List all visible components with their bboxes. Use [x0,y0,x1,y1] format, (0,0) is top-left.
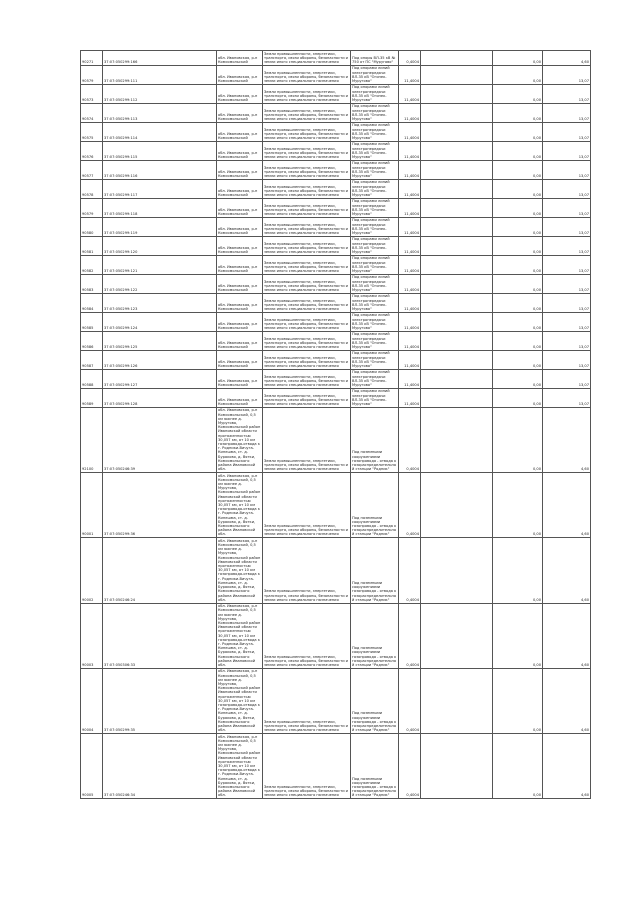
cell-value [421,122,493,141]
table-row [81,388,591,407]
table-row [81,255,591,274]
cell-land-category: Земли промышленности, энергетики, транспорта, связи обороны, безопасности и земли иного специального назначения [263,217,351,236]
cell-rate: 0,00 [493,217,543,236]
cell-rate: 0,00 [493,369,543,388]
cell-value [421,236,493,255]
cell-sum: 13,07 [543,312,591,331]
table-row [81,293,591,312]
cell-land-category: Земли промышленности, энергетики, транспорта, связи обороны, безопасности и земли иного специального назначения [263,103,351,122]
cell-value [421,668,493,733]
cell-land-category: Земли промышленности, энергетики, транспорта, связи обороны, безопасности и земли иного специального назначения [263,369,351,388]
cell-land-category: Земли промышленности, энергетики, транспорта, связи обороны, безопасности и земли иного специального назначения [263,473,351,538]
cell-land-category: Земли промышленности, энергетики, транспорта, связи обороны, безопасности и земли иного специального назначения [263,122,351,141]
cell-land-category: Земли промышленности, энергетики, транспорта, связи обороны, безопасности и земли иного специального назначения [263,331,351,350]
cell-rate: 0,00 [493,179,543,198]
cell-index: 90576 [81,141,103,160]
cell-rate: 0,00 [493,255,543,274]
table-body [81,51,591,799]
cell-address: обл. Ивановская, р-н Комсомольский, 0,5 км южнее д. Муругово, Комсомольский район Ивановской области протяженностью 30,057 км, от 10 км газопровода-отвода к г. Родники-Вичуга-Кинешма, ст. д. Бураково, д. Вятки, Комсомольского района Ивановской обл. [217,603,263,668]
cell-index: 90579 [81,198,103,217]
cell-cadastral-number: 37:07:050299:35 [103,668,217,733]
cell-address: обл. Ивановская, р-н Комсомольский [217,255,263,274]
cell-land-category: Земли промышленности, энергетики, транспорта, связи обороны, безопасности и земли иного специального назначения [263,179,351,198]
cell-coefficient: 11,4004 [399,141,421,160]
cell-value [421,198,493,217]
table-row [81,668,591,733]
cell-land-category: Земли промышленности, энергетики, транспорта, связи обороны, безопасности и земли иного специального назначения [263,84,351,103]
cell-permitted-use: Под опорами линий электропередачи ВЛ-35 кВ "Огонек-Муругово" [351,141,399,160]
cell-address: обл. Ивановская, р-н Комсомольский [217,141,263,160]
cell-value [421,274,493,293]
cell-land-category: Земли промышленности, энергетики, транспорта, связи обороны, безопасности и земли иного специального назначения [263,293,351,312]
table-row [81,733,591,798]
cell-permitted-use: Под опорами линий электропередачи ВЛ-35 кВ "Огонек-Муругово" [351,388,399,407]
cell-value [421,733,493,798]
cell-rate: 0,00 [493,160,543,179]
cell-value [421,217,493,236]
cell-sum: 13,07 [543,293,591,312]
cell-address: обл. Ивановская, р-н Комсомольский, 0,5 км южнее д. Муругово, Комсомольский район Ивановской области протяженностью 30,057 км, от 10 км газопровода-отвода к г. Родники-Вичуга-Кинешма, ст. д. Бураково, д. Вятки, Комсомольского района Ивановской обл. [217,473,263,538]
cell-permitted-use: Под наземными сооружениями газопровода - отвода к газораспределительной станции "Родник" [351,733,399,798]
cell-permitted-use: Под наземными сооружениями газопровода - отвода к газораспределительной станции "Родник" [351,538,399,603]
cell-cadastral-number: 37:07:050299:112 [103,84,217,103]
cell-cadastral-number: 37:07:050299:126 [103,350,217,369]
table-row [81,473,591,538]
cell-permitted-use: Под опорами линий электропередачи ВЛ-35 кВ "Огонек-Муругово" [351,65,399,84]
cell-value [421,65,493,84]
cell-cadastral-number: 37:07:050299:119 [103,217,217,236]
cell-address: обл. Ивановская, р-н Комсомольский [217,51,263,66]
cell-index: 90580 [81,217,103,236]
cell-cadastral-number: 37:07:050299:128 [103,388,217,407]
cell-coefficient: 11,4004 [399,331,421,350]
table-row [81,331,591,350]
cell-sum: 13,07 [543,388,591,407]
cell-sum: 4,60 [543,538,591,603]
cell-address: обл. Ивановская, р-н Комсомольский [217,312,263,331]
cell-sum: 13,07 [543,122,591,141]
cell-cadastral-number: 37:07:050299:116 [103,160,217,179]
cell-coefficient: 0,4004 [399,473,421,538]
cell-index: 90577 [81,160,103,179]
cell-value [421,473,493,538]
cell-permitted-use: Под опорами линий электропередачи ВЛ-35 кВ "Огонек-Муругово" [351,236,399,255]
cell-rate: 0,00 [493,668,543,733]
cell-cadastral-number: 37:07:050246:24 [103,538,217,603]
cell-sum: 13,07 [543,350,591,369]
cell-value [421,407,493,472]
cell-index: 90574 [81,103,103,122]
cell-index: 90581 [81,236,103,255]
cell-permitted-use: Под опорами линий электропередачи ВЛ-35 кВ "Огонек-Муругово" [351,312,399,331]
cell-sum: 13,07 [543,84,591,103]
table-row [81,603,591,668]
table-row [81,179,591,198]
cell-rate: 0,00 [493,274,543,293]
cell-permitted-use: Под опоры ВЛ-35 кВ № 750 от ПС "Муругово" [351,51,399,66]
cell-sum: 13,07 [543,331,591,350]
table-row [81,274,591,293]
cell-cadastral-number: 37:07:050299:121 [103,255,217,274]
table-row [81,538,591,603]
cell-coefficient: 0,4004 [399,51,421,66]
cell-sum: 13,07 [543,198,591,217]
table-row [81,236,591,255]
cell-permitted-use: Под опорами линий электропередачи ВЛ-35 кВ "Огонек-Муругово" [351,369,399,388]
cell-cadastral-number: 37:07:050246:34 [103,733,217,798]
cell-index: 90001 [81,473,103,538]
cell-cadastral-number: 37:07:050299:123 [103,293,217,312]
cell-index: 90587 [81,350,103,369]
cell-index: 90575 [81,122,103,141]
cell-land-category: Земли промышленности, энергетики, транспорта, связи обороны, безопасности и земли иного специального назначения [263,160,351,179]
cell-sum: 13,07 [543,255,591,274]
cell-address: обл. Ивановская, р-н Комсомольский [217,198,263,217]
cell-coefficient: 11,4004 [399,350,421,369]
cell-rate: 0,00 [493,293,543,312]
cell-rate: 0,00 [493,733,543,798]
table-row [81,350,591,369]
cell-coefficient: 11,4004 [399,84,421,103]
cell-permitted-use: Под опорами линий электропередачи ВЛ-35 кВ "Огонек-Муругово" [351,255,399,274]
cell-coefficient: 11,4004 [399,179,421,198]
cell-cadastral-number: 37:07:050299:111 [103,65,217,84]
cell-address: обл. Ивановская, р-н Комсомольский, 0,5 км южнее д. Муругово, Комсомольский район Ивановской области протяженностью 30,057 км, от 10 км газопровода-отвода к г. Родники-Вичуга-Кинешма, ст. д. Бураково, д. Вятки, Комсомольского района Ивановской обл. [217,733,263,798]
cell-sum: 4,60 [543,733,591,798]
cell-land-category: Земли промышленности, энергетики, транспорта, связи обороны, безопасности и земли иного специального назначения [263,538,351,603]
cell-permitted-use: Под наземными сооружениями газопровода - отвода к газораспределительной станции "Родник" [351,407,399,472]
cell-permitted-use: Под опорами линий электропередачи ВЛ-35 кВ "Огонек-Муругово" [351,160,399,179]
cell-value [421,293,493,312]
cell-address: обл. Ивановская, р-н Комсомольский [217,388,263,407]
cell-coefficient: 11,4004 [399,103,421,122]
cell-address: обл. Ивановская, р-н Комсомольский [217,350,263,369]
cell-address: обл. Ивановская, р-н Комсомольский [217,369,263,388]
cell-index: 92100 [81,407,103,472]
cell-rate: 0,00 [493,538,543,603]
cell-coefficient: 0,4004 [399,538,421,603]
cell-sum: 13,07 [543,103,591,122]
cell-coefficient: 11,4004 [399,198,421,217]
cell-rate: 0,00 [493,603,543,668]
cell-coefficient: 0,4004 [399,407,421,472]
table-row [81,51,591,66]
table-row [81,407,591,472]
cell-cadastral-number: 37:07:050299:127 [103,369,217,388]
cell-cadastral-number: 37:07:050299:122 [103,274,217,293]
cell-rate: 0,00 [493,350,543,369]
cell-value [421,255,493,274]
cell-coefficient: 0,4004 [399,603,421,668]
cell-coefficient: 11,4004 [399,122,421,141]
cell-permitted-use: Под опорами линий электропередачи ВЛ-35 кВ "Огонек-Муругово" [351,103,399,122]
cell-address: обл. Ивановская, р-н Комсомольский [217,293,263,312]
cell-permitted-use: Под опорами линий электропередачи ВЛ-35 кВ "Огонек-Муругово" [351,198,399,217]
cell-land-category: Земли промышленности, энергетики, транспорта, связи обороны, безопасности и земли иного специального назначения [263,65,351,84]
cell-sum: 4,60 [543,603,591,668]
cell-address: обл. Ивановская, р-н Комсомольский, 0,5 км южнее д. Муругово, Комсомольский район Ивановской области протяженностью 30,057 км, от 10 км газопровода-отвода к г. Родники-Вичуга-Кинешма, ст. д. Бураково, д. Вятки, Комсомольского района Ивановской обл. [217,538,263,603]
cell-land-category: Земли промышленности, энергетики, транспорта, связи обороны, безопасности и земли иного специального назначения [263,141,351,160]
cell-permitted-use: Под наземными сооружениями газопровода - отвода к газораспределительной станции "Родник" [351,603,399,668]
table-row [81,141,591,160]
cell-value [421,84,493,103]
cell-permitted-use: Под опорами линий электропередачи ВЛ-35 кВ "Огонек-Муругово" [351,179,399,198]
cell-index: 90578 [81,179,103,198]
cell-index: 90583 [81,274,103,293]
table-row [81,103,591,122]
cell-land-category: Земли промышленности, энергетики, транспорта, связи обороны, безопасности и земли иного специального назначения [263,236,351,255]
document-table [80,50,591,799]
cell-permitted-use: Под опорами линий электропередачи ВЛ-35 кВ "Огонек-Муругово" [351,217,399,236]
cell-cadastral-number: 37:07:050299:117 [103,179,217,198]
table-row [81,65,591,84]
cell-land-category: Земли промышленности, энергетики, транспорта, связи обороны, безопасности и земли иного специального назначения [263,51,351,66]
cell-rate: 0,00 [493,65,543,84]
cell-rate: 0,00 [493,312,543,331]
cell-value [421,350,493,369]
cell-rate: 0,00 [493,198,543,217]
table-row [81,84,591,103]
table-row [81,198,591,217]
cell-sum: 13,07 [543,274,591,293]
cell-address: обл. Ивановская, р-н Комсомольский [217,160,263,179]
cell-value [421,51,493,66]
cell-cadastral-number: 37:07:050246:39 [103,407,217,472]
cell-sum: 4,60 [543,668,591,733]
cell-value [421,538,493,603]
cell-rate: 0,00 [493,388,543,407]
table-row [81,312,591,331]
cell-index: 90582 [81,255,103,274]
cell-sum: 13,07 [543,160,591,179]
cell-land-category: Земли промышленности, энергетики, транспорта, связи обороны, безопасности и земли иного специального назначения [263,198,351,217]
cell-value [421,160,493,179]
cell-value [421,603,493,668]
cell-cadastral-number: 37:07:050299:125 [103,331,217,350]
cell-coefficient: 11,4004 [399,312,421,331]
cell-cadastral-number: 37:07:050306:33 [103,603,217,668]
cell-cadastral-number: 37:07:050299:113 [103,103,217,122]
cell-rate: 0,00 [493,473,543,538]
cell-address: обл. Ивановская, р-н Комсомольский [217,236,263,255]
cell-land-category: Земли промышленности, энергетики, транспорта, связи обороны, безопасности и земли иного специального назначения [263,312,351,331]
cell-coefficient: 11,4004 [399,217,421,236]
cell-permitted-use: Под наземными сооружениями газопровода - отвода к газораспределительной станции "Родник" [351,668,399,733]
cell-index: 90588 [81,369,103,388]
cell-permitted-use: Под опорами линий электропередачи ВЛ-35 кВ "Огонек-Муругово" [351,350,399,369]
cell-index: 90573 [81,84,103,103]
cell-address: обл. Ивановская, р-н Комсомольский [217,179,263,198]
table-row [81,122,591,141]
cell-land-category: Земли промышленности, энергетики, транспорта, связи обороны, безопасности и земли иного специального назначения [263,255,351,274]
cell-permitted-use: Под опорами линий электропередачи ВЛ-35 кВ "Огонек-Муругово" [351,122,399,141]
cell-permitted-use: Под опорами линий электропередачи ВЛ-35 кВ "Огонек-Муругово" [351,84,399,103]
cell-rate: 0,00 [493,331,543,350]
cell-sum: 13,07 [543,217,591,236]
cell-rate: 0,00 [493,407,543,472]
cell-sum: 4,60 [543,473,591,538]
cell-address: обл. Ивановская, р-н Комсомольский [217,84,263,103]
cell-coefficient: 11,4004 [399,369,421,388]
cell-coefficient: 11,4004 [399,255,421,274]
cell-coefficient: 11,4004 [399,236,421,255]
cell-address: обл. Ивановская, р-н Комсомольский [217,103,263,122]
cell-address: обл. Ивановская, р-н Комсомольский [217,217,263,236]
cell-land-category: Земли промышленности, энергетики, транспорта, связи обороны, безопасности и земли иного специального назначения [263,603,351,668]
cell-value [421,331,493,350]
cell-permitted-use: Под опорами линий электропередачи ВЛ-35 кВ "Огонек-Муругово" [351,293,399,312]
cell-rate: 0,00 [493,84,543,103]
cell-index: 90589 [81,388,103,407]
cell-land-category: Земли промышленности, энергетики, транспорта, связи обороны, безопасности и земли иного специального назначения [263,274,351,293]
cell-land-category: Земли промышленности, энергетики, транспорта, связи обороны, безопасности и земли иного специального назначения [263,350,351,369]
cell-cadastral-number: 37:07:050299:115 [103,141,217,160]
cell-coefficient: 11,4004 [399,388,421,407]
cell-index: 90002 [81,538,103,603]
cell-permitted-use: Под опорами линий электропередачи ВЛ-35 кВ "Огонек-Муругово" [351,274,399,293]
cell-index: 90584 [81,293,103,312]
cell-cadastral-number: 37:07:050299:120 [103,236,217,255]
cell-address: обл. Ивановская, р-н Комсомольский [217,331,263,350]
cell-value [421,179,493,198]
cell-address: обл. Ивановская, р-н Комсомольский [217,65,263,84]
cell-address: обл. Ивановская, р-н Комсомольский [217,122,263,141]
cell-value [421,369,493,388]
cell-value [421,312,493,331]
cell-coefficient: 11,4004 [399,274,421,293]
cell-land-category: Земли промышленности, энергетики, транспорта, связи обороны, безопасности и земли иного специального назначения [263,388,351,407]
cell-sum: 4,60 [543,407,591,472]
cell-rate: 0,00 [493,122,543,141]
cell-address: обл. Ивановская, р-н Комсомольский, 0,5 км южнее д. Муругово, Комсомольский район Ивановской области протяженностью 30,057 км, от 10 км газопровода-отвода к г. Родники-Вичуга-Кинешма, ст. д. Бураково, д. Вятки, Комсомольского района Ивановской обл. [217,668,263,733]
cell-sum: 13,07 [543,65,591,84]
cell-sum: 13,07 [543,369,591,388]
cell-cadastral-number: 37:07:050299:114 [103,122,217,141]
cell-cadastral-number: 37:07:050299:124 [103,312,217,331]
cell-value [421,141,493,160]
table-row [81,160,591,179]
cell-sum: 13,07 [543,141,591,160]
cell-land-category: Земли промышленности, энергетики, транспорта, связи обороны, безопасности и земли иного специального назначения [263,407,351,472]
cell-sum: 13,07 [543,236,591,255]
cell-address: обл. Ивановская, р-н Комсомольский, 0,5 км южнее д. Муругово, Комсомольский район Ивановской области протяженностью 30,057 км, от 10 км газопровода-отвода к г. Родники-Вичуга-Кинешма, ст. д. Бураково, д. Вятки, Комсомольского района Ивановской обл. [217,407,263,472]
cell-index: 90271 [81,51,103,66]
cell-land-category: Земли промышленности, энергетики, транспорта, связи обороны, безопасности и земли иного специального назначения [263,733,351,798]
table-row [81,369,591,388]
cell-coefficient: 11,4004 [399,65,421,84]
cell-index: 90004 [81,668,103,733]
cell-permitted-use: Под опорами линий электропередачи ВЛ-35 кВ "Огонек-Муругово" [351,331,399,350]
cell-coefficient: 11,4004 [399,293,421,312]
cell-cadastral-number: 37:07:050299:36 [103,473,217,538]
cell-index: 90003 [81,603,103,668]
cell-value [421,388,493,407]
cell-cadastral-number: 37:07:050299:118 [103,198,217,217]
cell-address: обл. Ивановская, р-н Комсомольский [217,274,263,293]
cell-rate: 0,00 [493,236,543,255]
cell-index: 90005 [81,733,103,798]
cell-rate: 0,00 [493,51,543,66]
cell-value [421,103,493,122]
cell-coefficient: 0,4004 [399,733,421,798]
cell-cadastral-number: 37:07:050299:166 [103,51,217,66]
cell-coefficient: 11,4004 [399,160,421,179]
cell-sum: 4,60 [543,51,591,66]
cell-index: 90585 [81,312,103,331]
cell-permitted-use: Под наземными сооружениями газопровода - отвода к газораспределительной станции "Родник" [351,473,399,538]
cell-sum: 13,07 [543,179,591,198]
table-row [81,217,591,236]
cell-rate: 0,00 [493,141,543,160]
cell-index: 90579 [81,65,103,84]
cell-land-category: Земли промышленности, энергетики, транспорта, связи обороны, безопасности и земли иного специального назначения [263,668,351,733]
cell-rate: 0,00 [493,103,543,122]
cell-coefficient: 0,4004 [399,668,421,733]
cell-index: 90586 [81,331,103,350]
